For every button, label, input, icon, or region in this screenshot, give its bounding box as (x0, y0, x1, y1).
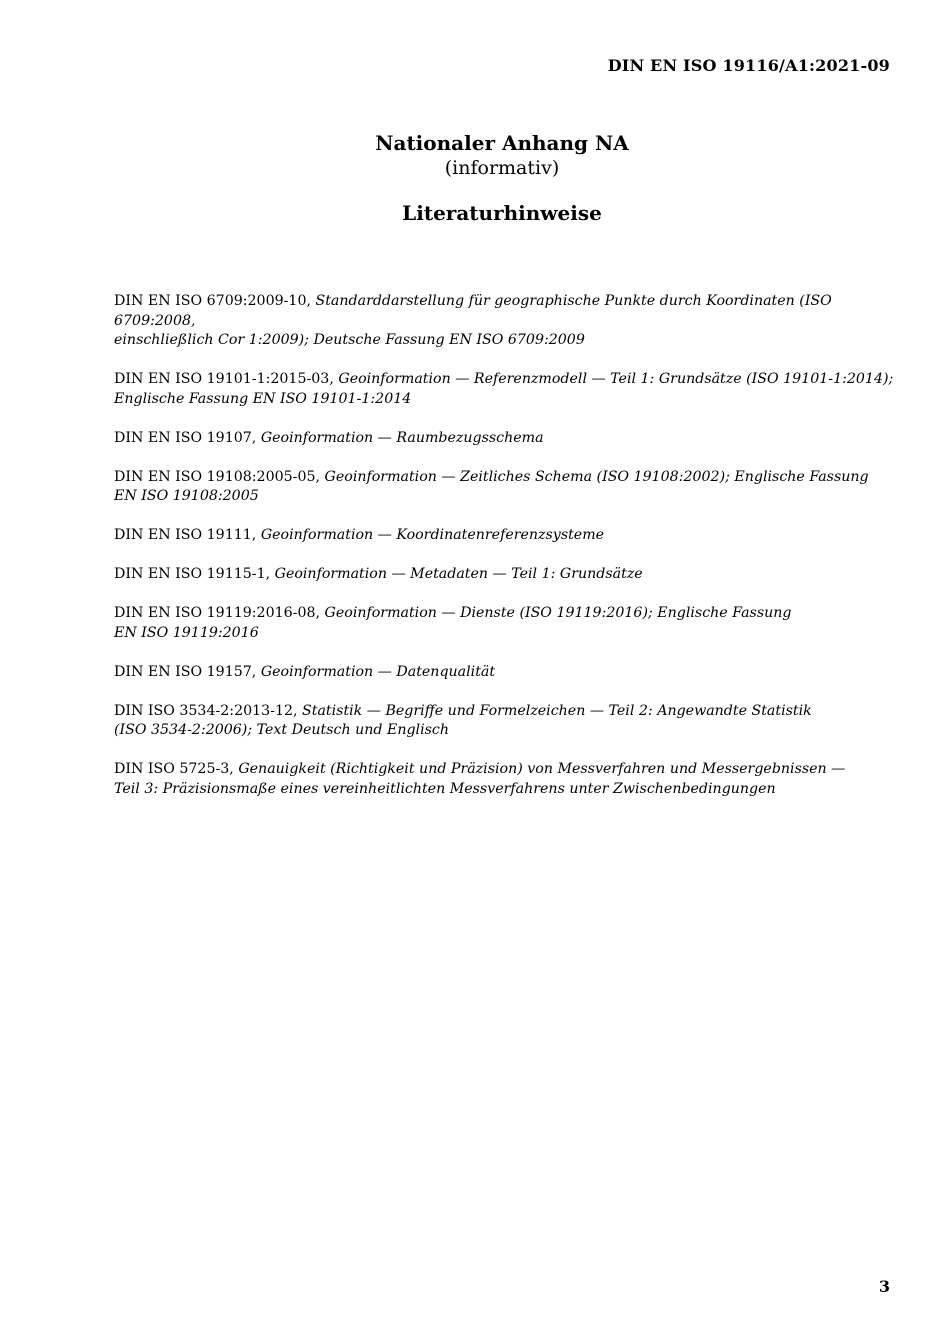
annex-header (0, 130, 950, 226)
reference-title-cont: Teil 3: Präzisionsmaße eines vereinheitlichten Messverfahrens unter Zwischenbedingungen (114, 780, 776, 797)
reference-code: DIN EN ISO 19107, (114, 429, 261, 446)
reference-title-cont: einschließlich Cor 1:2009); Deutsche Fassung EN ISO 6709:2009 (114, 332, 585, 348)
reference-title: Geoinformation — Dienste (ISO 19119:2016); Englische Fassung (324, 605, 792, 621)
reference-list (114, 292, 894, 819)
reference-code: DIN EN ISO 19111, (114, 527, 261, 543)
reference-code: DIN EN ISO 19101-1:2015-03, (114, 371, 339, 387)
reference-item (114, 429, 894, 449)
reference-title-cont: Englische Fassung EN ISO 19101-1:2014 (114, 390, 412, 407)
reference-item (114, 604, 894, 643)
reference-item (114, 663, 894, 683)
reference-code: DIN ISO 3534-2:2013-12, (114, 702, 303, 719)
reference-title: Statistik — Begriffe und Formelzeichen — Teil 2: Angewandte Statistik (302, 702, 812, 719)
reference-item (114, 468, 894, 507)
reference-title: Geoinformation — Referenzmodell — Teil 1: Grundsätze (ISO 19101-1:2014); (338, 371, 894, 387)
reference-code: DIN EN ISO 6709:2009-10, (114, 293, 316, 309)
reference-item (114, 292, 894, 351)
page-number: 3 (878, 1277, 890, 1296)
reference-title-cont: (ISO 3534-2:2006); Text Deutsch und Englisch (114, 722, 449, 738)
reference-title-cont: EN ISO 19119:2016 (114, 624, 259, 641)
reference-item (114, 760, 894, 799)
reference-code: DIN ISO 5725-3, (114, 761, 239, 777)
reference-title: Geoinformation — Datenqualität (260, 663, 496, 680)
reference-title: Geoinformation — Zeitliches Schema (ISO 19108:2002); Englische Fassung (324, 468, 869, 485)
document-id: DIN EN ISO 19116/A1:2021-09 (607, 56, 890, 75)
reference-title: Genauigkeit (Richtigkeit und Präzision) von Messverfahren und Messergebnissen — (238, 761, 846, 777)
reference-title: Geoinformation — Metadaten — Teil 1: Grundsätze (274, 566, 643, 582)
reference-item (114, 526, 894, 546)
reference-title-cont: EN ISO 19108:2005 (114, 488, 259, 504)
annex-subtitle: (informativ) (444, 157, 560, 179)
reference-title: Standarddarstellung für geographische Punkte durch Koordinaten (ISO 6709:2008, (114, 293, 832, 329)
reference-code: DIN EN ISO 19119:2016-08, (114, 605, 325, 621)
reference-item (114, 702, 894, 741)
reference-code: DIN EN ISO 19108:2005-05, (114, 468, 325, 485)
reference-title: Geoinformation — Koordinatenreferenzsysteme (260, 527, 605, 543)
reference-item (114, 370, 894, 409)
annex-title: Nationaler Anhang NA (375, 131, 629, 155)
reference-code: DIN EN ISO 19115-1, (114, 566, 275, 582)
reference-title: Geoinformation — Raumbezugsschema (260, 429, 544, 446)
reference-item (114, 565, 894, 585)
bibliography-heading: Literaturhinweise (402, 201, 602, 225)
reference-code: DIN EN ISO 19157, (114, 663, 261, 680)
